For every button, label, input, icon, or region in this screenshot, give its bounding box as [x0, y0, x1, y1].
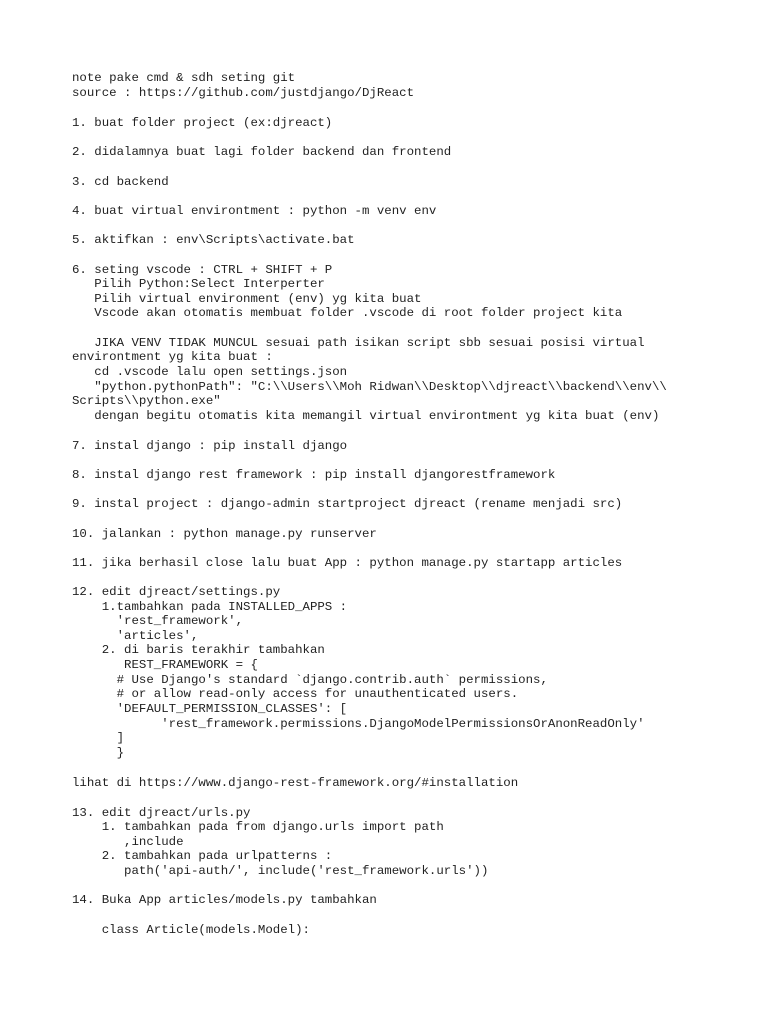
text-line: Vscode akan otomatis membuat folder .vscode di root folder project kita — [72, 306, 623, 320]
text-line: Scripts\\python.exe" — [72, 394, 221, 408]
text-line: 'rest_framework', — [72, 614, 244, 628]
text-line: 'rest_framework.permissions.DjangoModelPermissionsOrAnonReadOnly' — [72, 717, 645, 731]
text-line: 'articles', — [72, 629, 199, 643]
text-line: note pake cmd & sdh seting git — [72, 71, 296, 85]
text-line: REST_FRAMEWORK = { — [72, 658, 258, 672]
text-line: 1. tambahkan pada from django.urls import path — [72, 820, 444, 834]
text-line: dengan begitu otomatis kita memangil virtual environtment yg kita buat (env) — [72, 409, 660, 423]
text-line: 13. edit djreact/urls.py — [72, 806, 251, 820]
text-line: 12. edit djreact/settings.py — [72, 585, 281, 599]
text-line: 14. Buka App articles/models.py tambahkan — [72, 893, 377, 907]
text-line: 9. instal project : django-admin startproject djreact (rename menjadi src) — [72, 497, 623, 511]
text-line: 10. jalankan : python manage.py runserver — [72, 527, 377, 541]
text-line: 2. didalamnya buat lagi folder backend dan frontend — [72, 145, 452, 159]
text-line: path('api-auth/', include('rest_framework.urls')) — [72, 864, 489, 878]
text-line: ] — [72, 731, 125, 745]
text-line: 2. tambahkan pada urlpatterns : — [72, 849, 333, 863]
text-line: } — [72, 746, 125, 760]
text-line: 11. jika berhasil close lalu buat App : python manage.py startapp articles — [72, 556, 623, 570]
text-line: JIKA VENV TIDAK MUNCUL sesuai path isikan script sbb sesuai posisi virtual — [72, 336, 645, 350]
text-line: "python.pythonPath": "C:\\Users\\Moh Ridwan\\Desktop\\djreact\\backend\\env\\ — [72, 380, 667, 394]
text-line: 2. di baris terakhir tambahkan — [72, 643, 325, 657]
text-line: Pilih Python:Select Interperter — [72, 277, 325, 291]
text-line: 6. seting vscode : CTRL + SHIFT + P — [72, 263, 333, 277]
text-line: 1.tambahkan pada INSTALLED_APPS : — [72, 600, 348, 614]
text-line: 'DEFAULT_PERMISSION_CLASSES': [ — [72, 702, 348, 716]
text-line: ,include — [72, 835, 184, 849]
text-line: Pilih virtual environment (env) yg kita buat — [72, 292, 422, 306]
text-line: environtment yg kita buat : — [72, 350, 273, 364]
text-line: lihat di https://www.django-rest-framework.org/#installation — [72, 776, 519, 790]
text-line: cd .vscode lalu open settings.json — [72, 365, 348, 379]
text-line: 3. cd backend — [72, 175, 169, 189]
text-line: 4. buat virtual environtment : python -m venv env — [72, 204, 437, 218]
text-line: # or allow read-only access for unauthenticated users. — [72, 687, 519, 701]
text-line: 7. instal django : pip install django — [72, 439, 348, 453]
text-line: class Article(models.Model): — [72, 923, 310, 937]
text-line: source : https://github.com/justdjango/DjReact — [72, 86, 415, 100]
text-line: 8. instal django rest framework : pip install djangorestframework — [72, 468, 556, 482]
text-line: # Use Django's standard `django.contrib.auth` permissions, — [72, 673, 548, 687]
text-line: 1. buat folder project (ex:djreact) — [72, 116, 333, 130]
text-line: 5. aktifkan : env\Scripts\activate.bat — [72, 233, 355, 247]
